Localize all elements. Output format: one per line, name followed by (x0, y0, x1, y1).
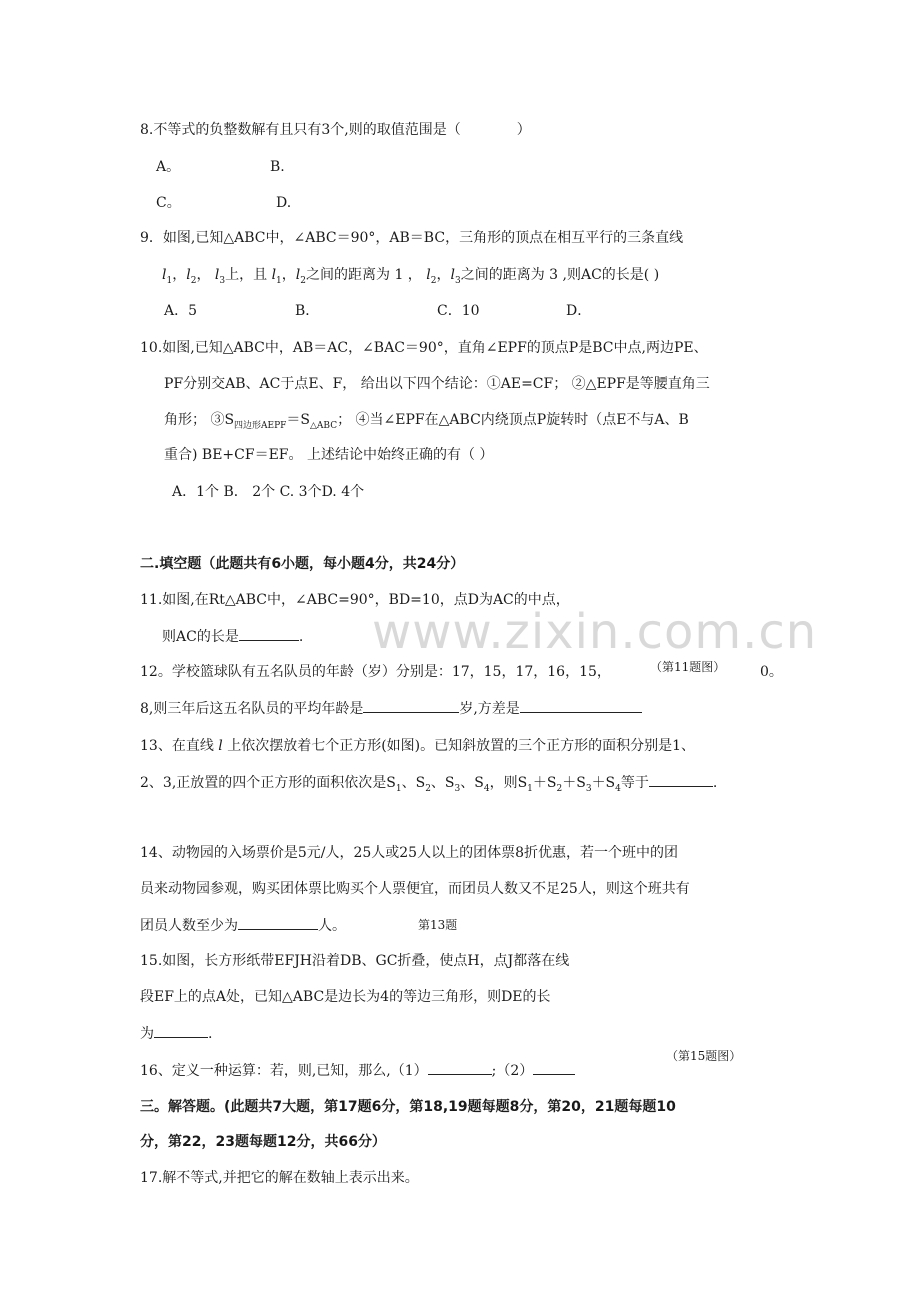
q14-line3: 团员人数至少为 人。 (140, 915, 346, 936)
q10-line2: PF分别交AB、AC于点E、F， 给出以下四个结论：①AE=CF； ②△EPF是等腰直角三 (164, 376, 710, 392)
q8-option-a: A。 (156, 159, 181, 175)
q8-option-b: B. (270, 159, 285, 175)
q15-line2: 段EF上的点A处，已知△ABC是边长为4的等边三角形，则DE的长 (140, 989, 551, 1005)
q9-option-d: D． (566, 303, 592, 319)
q17-line1: 17.解不等式,并把它的解在数轴上表示出来。 (140, 1170, 419, 1186)
section2-title: 二.填空题（此题共有6小题，每小题4分，共24分） (140, 556, 465, 572)
q16-answer1-blank[interactable] (428, 1060, 492, 1075)
q8-option-c: C。 (156, 195, 181, 211)
q14-answer-blank[interactable] (238, 915, 318, 930)
q8-close: ） (516, 122, 531, 138)
q12-tail: 0。 (760, 664, 783, 680)
q9-line1: 9．如图,已知△ABC中，∠ABC＝90°，AB＝BC，三角形的顶点在相互平行的三条直线 (140, 230, 684, 246)
q8-option-d: D. (276, 195, 292, 211)
q10-options: A．1个 B． 2个 C. 3个D. 4个 (172, 484, 365, 500)
q11-line1: 11.如图,在Rt△ABC中，∠ABC=90°，BD=10，点D为AC的中点， (140, 592, 570, 608)
q10-line3: 角形； $③S_{四边形AEPF}=S_{\triangle ABC}$； ④当∠EPF在△ABC内绕顶点P旋转时（点E不与A、B (164, 412, 689, 431)
q9-option-b: B． (295, 303, 320, 319)
q14-line1: 14、动物园的入场票价是5元/人，25人或25人以上的团体票8折优惠，若一个班中的团 (140, 845, 678, 861)
q12-mean-blank[interactable] (363, 698, 459, 713)
section3-title-line1: 三。解答题。(此题共7大题，第17题6分，第18,19题每题8分，第20，21题每题10 (140, 1099, 676, 1115)
q10-line4: 重合) BE+CF＝EF。 上述结论中始终正确的有（ ） (164, 447, 494, 463)
q13-line1: 13、在直线 l 上依次摆放着七个正方形(如图)。已知斜放置的三个正方形的面积分别是1、 (140, 738, 696, 754)
q15-line3: 为 . (140, 1023, 212, 1044)
q12-variance-blank[interactable] (520, 698, 642, 713)
q9-option-c: C．10 (437, 303, 480, 319)
q8-text: 8.不等式的负整数解有且只有3个,则的取值范围是（ (140, 122, 461, 138)
q8-stem (140, 120, 531, 140)
watermark: www.zixin.com.cn (372, 604, 818, 660)
q16-line1: 16、定义一种运算：若，则,已知，那么,（1） ;（2） (140, 1060, 575, 1081)
q15-line1: 15.如图，长方形纸带EFJH沿着DB、GC折叠，使点H，点J都落在线 (140, 953, 570, 969)
fig13-caption: 第13题 (418, 918, 458, 932)
q12-line1: 12。学校篮球队有五名队员的年龄（岁）分别是：17，15，17，16，15， (140, 664, 611, 680)
q9-option-a: A．5 (164, 303, 198, 319)
q11-line2: 则AC的长是 . (162, 626, 303, 647)
q9-line2: $l_1$，$l_2$， $l_3$上，且 $l_1$，$l_2$之间的距离为 1 ， $l_2$，$l_3$之间的距离为 3 ,则AC的长是( ) (162, 267, 660, 286)
section3-title-line2: 分，第22，23题每题12分，共66分） (140, 1134, 386, 1150)
q13-line2: 2、3,正放置的四个正方形的面积依次是$S_1$、$S_2$、$S_3$、$S_4$，则$S_1+S_2+S_3+S_4$等于 . (140, 772, 717, 799)
fig11-caption: （第11题图） (650, 660, 726, 674)
q11-answer-blank[interactable] (239, 626, 299, 641)
q16-answer2-blank[interactable] (533, 1060, 575, 1075)
q13-answer-blank[interactable] (649, 772, 713, 787)
q14-line2: 员来动物园参观，购买团体票比购买个人票便宜，而团员人数又不足25人，则这个班共有 (140, 881, 690, 897)
fig15-caption: （第15题图） (666, 1049, 742, 1063)
q10-line1: 10.如图,已知△ABC中，AB＝AC，∠BAC＝90°，直角∠EPF的顶点P是BC中点,两边PE、 (140, 340, 708, 356)
q12-line2: 8,则三年后这五名队员的平均年龄是 岁,方差是 (140, 698, 642, 719)
q15-answer-blank[interactable] (154, 1023, 208, 1038)
